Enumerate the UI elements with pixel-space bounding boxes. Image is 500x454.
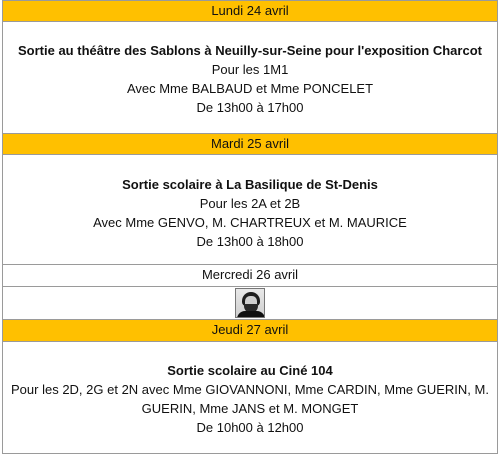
day-header-label: Lundi 24 avril	[211, 3, 289, 18]
event-line: De 13h00 à 18h00	[196, 234, 304, 249]
event-line: Avec Mme BALBAUD et Mme PONCELET	[126, 81, 374, 96]
day-header-thursday	[2, 320, 498, 342]
event-line: Pour les 1M1	[211, 62, 289, 77]
day-header-label: Jeudi 27 avril	[211, 322, 289, 337]
event-cell-thursday	[2, 342, 498, 454]
day-header-wednesday	[2, 265, 498, 287]
event-line: Pour les 2A et 2B	[199, 196, 301, 211]
portrait-photo-icon	[235, 288, 265, 318]
day-header-monday	[2, 0, 498, 22]
event-title: Sortie au théâtre des Sablons à Neuilly-sur-Seine pour l'exposition Charcot	[18, 43, 482, 58]
event-line: De 13h00 à 17h00	[196, 100, 304, 115]
event-cell-tuesday	[2, 155, 498, 265]
event-line: De 10h00 à 12h00	[196, 420, 304, 435]
event-title: Sortie scolaire au Ciné 104	[167, 363, 333, 378]
event-cell-monday	[2, 22, 498, 134]
event-line: GUERIN, Mme JANS et M. MONGET	[141, 401, 359, 416]
event-line: Avec Mme GENVO, M. CHARTREUX et M. MAURICE	[93, 215, 407, 230]
event-title: Sortie scolaire à La Basilique de St-Denis	[122, 177, 378, 192]
day-header-tuesday	[2, 134, 498, 155]
day-header-label: Mardi 25 avril	[210, 136, 290, 151]
day-header-label: Mercredi 26 avril	[201, 267, 299, 282]
event-line: Pour les 2D, 2G et 2N avec Mme GIOVANNONI, Mme CARDIN, Mme GUERIN, M.	[11, 382, 489, 397]
event-cell-wednesday	[2, 287, 498, 320]
